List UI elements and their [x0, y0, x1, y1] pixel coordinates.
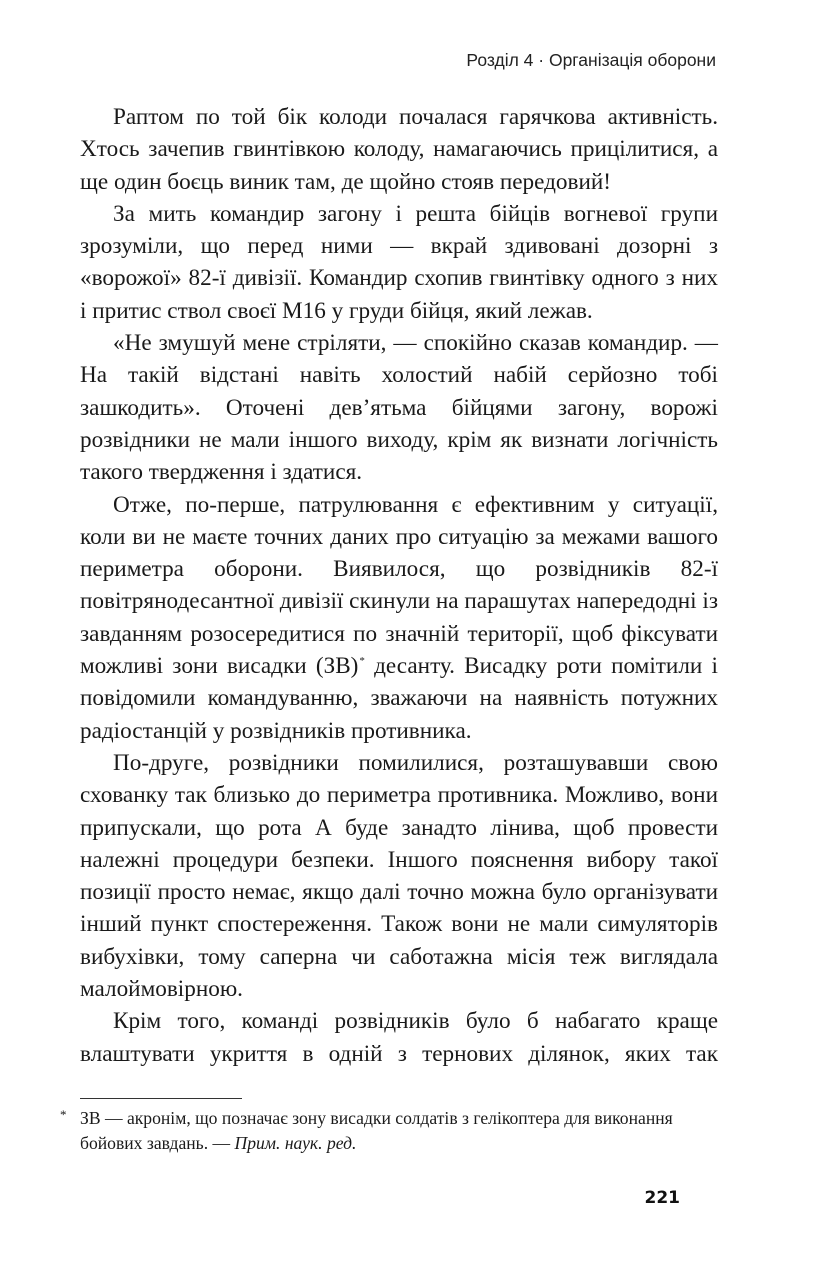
body-text: [80, 101, 718, 1070]
paragraph: По-друге, розвідники помилилися, розташувавши свою схованку так близько до периметра противника. Можливо, вони припускали, що рота А буде занадто лінива, щоб провести належні процедури безпеки. Іншого пояснення вибору такої позиції просто немає, якщо далі точно можна було організувати інший пункт спостереження. Також вони не мали симуляторів вибухівки, тому саперна чи саботажна місія теж виглядала малоймовірною.: [80, 749, 718, 1003]
footnote-divider: [80, 1098, 242, 1099]
footnote-text: ЗВ — акронім, що позначає зону висадки солдатів з гелікоптера для виконання бойових завдань. —: [80, 1108, 673, 1153]
paragraph: Раптом по той бік колоди почалася гарячкова активність. Хтось зачепив гвинтівкою колоду, намагаючись прицілитися, а ще один боєць виник там, де щойно стояв передовий!: [80, 104, 718, 195]
paragraph: [80, 489, 718, 747]
footnote: [60, 1106, 720, 1156]
footnote-reference: *: [359, 655, 365, 668]
page-number: 221: [644, 1188, 680, 1208]
paragraph: За мить командир загону і решта бійців вогневої групи зрозуміли, що перед ними — вкрай здивовані дозорні з «ворожої» 82-ї дивізії. Командир схопив гвинтівку одного з них і притис ствол своєї M16 у груди бійця, який лежав.: [80, 200, 718, 324]
paragraph-text: десанту. Висадку роти помітили і повідомили командуванню, зважаючи на наявність потужних радіостанцій у розвідників противника.: [80, 653, 718, 744]
running-header: Розділ 4 · Організація оборони: [466, 50, 716, 70]
paragraph: Крім того, команді розвідників було б набагато краще влаштувати укриття в одній з тернових ділянок, яких так: [80, 1008, 718, 1067]
footnote-editor-note: Прим. наук. ред.: [234, 1133, 357, 1153]
paragraph-text: Отже, по-перше, патрулювання є ефективним у ситуації, коли ви не маєте точних даних про ситуацію за межами вашого периметра оборони. Виявилося, що розвідників 82-ї повітрянодесантної дивізії скинули на парашутах напередодні із завданням розосередитися по значній території, щоб фіксувати можливі зони висадки (ЗВ): [80, 491, 718, 680]
footnote-marker: *: [60, 1107, 67, 1122]
paragraph: «Не змушуй мене стріляти, — спокійно сказав командир. — На такій відстані навіть холостий набій серйозно тобі зашкодить». Оточені дев’ятьма бійцями загону, ворожі розвідники не мали іншого виходу, крім як визнати логічність такого твердження і здатися.: [80, 330, 718, 486]
